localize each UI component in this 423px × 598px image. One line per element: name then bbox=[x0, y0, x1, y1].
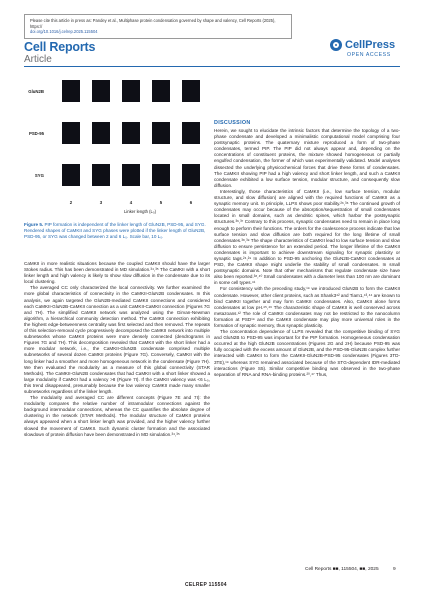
open-access-label: OPEN ACCESS bbox=[347, 52, 391, 58]
linker-tick-label: 4 bbox=[129, 200, 133, 205]
article-type: Article bbox=[24, 54, 52, 65]
citation-notice bbox=[24, 14, 292, 39]
condensate-cell bbox=[122, 80, 140, 102]
caption-text: PIP formation is independent of the linker length of GluN2B, PSD-95, and SYG. Rendered shapes of CaMKII and SYG phases were plotted if the linker length of GluN2B, PSD-95, or SYG was changed between 2 and 6 L₀. Scale bar, 10 L₀. bbox=[24, 222, 206, 240]
condensate-cell bbox=[92, 164, 110, 186]
condensate-cell bbox=[92, 122, 110, 144]
condensate-cell bbox=[62, 164, 80, 186]
condensate-cell bbox=[182, 80, 200, 102]
article-id: CELREP 115504 bbox=[185, 582, 227, 588]
figure-caption bbox=[24, 222, 210, 240]
linker-tick-label: 2 bbox=[69, 200, 73, 205]
linker-axis-label: Linker length (L₀) bbox=[124, 209, 156, 214]
condensate-cell bbox=[152, 122, 170, 144]
paragraph: CaMKII in more realistic situations because the coupled CaMKII should have the larger Stokes radius. This has been demonstrated in MD simulation.³⁴,³⁵ The CaMKII with a short linker length and high valency is likely to show slow diffusion in the condensate due to its local clustering. bbox=[24, 261, 210, 285]
paragraph: Interestingly, those characteristics of CaMKII (i.e., low surface tension, modular structure, and slow diffusion) are aligned with the required functions of CaMKII as a synaptic memory unit. In principle, LLPS shows poor stability.²⁶,³⁶ The continued growth of condensates may occur because of the absorption/sequestration of small condensates located in small domains, such as dendritic spines, which harbor the postsynaptic structures.³⁶,³⁷ Contrary to this process, synaptic condensates need to remain in place long enough to perform their functions. The orders for the coalescence process indicate that low surface tension and slow diffusion are both required for the long lifetime of small condensates.³⁸,³⁹ The shape characteristics of CaMKII lead to low surface tension and slow diffusion to ensure persistence for an extended period. The longer lifetime of the CaMKII condensates is important to achieve downstream signaling for synaptic plasticity or synaptic tags.²⁴,²⁹ In addition to PSD-95 anchoring the GluN2B-CaMKII condensates at PSD, the CaMKII shape might underlie the stability of small condensates. In small postsynaptic domains. Note that other mechanisms that regulate condensate size have also been reported.³⁸,⁴⁰ Small condensates with a diameter less than 100 nm are dominant in some cell types.⁴¹ bbox=[214, 188, 400, 286]
footer-citation: Cell Reports ■■, 115504, ■■, 2025 bbox=[305, 567, 379, 572]
cellpress-logo-icon bbox=[330, 39, 342, 51]
paragraph: The concentration dependence of LLPS revealed that the competitive binding of SYG and GluN2B to PSD-95 was important for the PIP formation. Homogeneous condensation occurred at the high GluN2B concentrations (Figures 2G and 2H) because PSD-95 was fully occupied with the excess amount of GluN2B, and the PSD-95-GluN2B complex further interacted with CaMKII to form the CaMKII-GluN2B-PSD-95 condensates (Figures 3TD-3TE),¹⁹ whereas SYG remained associated because of the STG-dependent IDR-mediated interactions (Figure S5). Similar competitive binding was observed in the two-phase separation of RNA and RNA-binding proteins.²⁰,⁴⁷ Thus, bbox=[214, 329, 400, 377]
condensate-cell bbox=[152, 80, 170, 102]
paragraph: The modularity and averaged CC are different concepts (Figure 7E and 7I): the modularity compares the relative number of intramodular connections against the background intermodular connections, whereas the CC quantifies the absolute degree of clustering in the network (STAR Methods). The modular structure of CaMKII proteins always appeared when a short linker length was provided, and the higher valency further slowed the movement of CaMKII. Such dynamic cluster formation and the associated slowdown of protein diffusion have been demonstrated in MD simulation.³⁴,³⁵ bbox=[24, 395, 210, 437]
condensate-cell bbox=[182, 164, 200, 186]
condensate-cell bbox=[122, 164, 140, 186]
caption-label: Figure 5. bbox=[24, 222, 44, 227]
publisher-logo bbox=[330, 39, 395, 51]
publisher-name: CellPress bbox=[345, 39, 396, 51]
header-rule bbox=[24, 66, 400, 67]
discussion-heading: DISCUSSION bbox=[214, 120, 251, 126]
paragraph: The averaged CC only characterized the local connectivity. We further examined the more global characteristics of connectivity in the CaMKII-GluN2B condensates. In this analysis, we again targeted the GluN2B-mediated CaMKII connections and considered each CaMKII-GluN2B-CaMKII connection as a unit CaMKII-CaMKII connection (Figures 7G and 7H). The simplified CaMKII network was analyzed using the Girvan-Newman algorithm, a hierarchical community detection method. The CaMKII connection exhibiting the highest edge-betweenness centrality was first selected and then removed. The repeats of this selection-removal cycle progressively decomposed the CaMKII network into multiple subnetworks whose CaMKII proteins were more densely connected (dendrograms in Figures 7G and 7H). This decomposition revealed that CaMKII with the short linker had a more modular network, i.e., the CaMKII-GluN2B condensate comprised multiple subnetworks of several dozen CaMKII proteins (Figure 7G). Conversely, CaMKII with the long linker had a smoother and more homogeneous network in the condensate (Figure 7H). We then evaluated the modularity as a measure of this global connectivity (STAR Methods). The CaMKII-GluN2B condensates that had CaMKII with a short linker showed a large modularity if CaMKII had a valency >8 (Figure 7I). If the CaMKII valency was <6 L₀, this trend disappeared, presumably because the low valency CaMKII made many smaller subnetworks regardless of the linker length. bbox=[24, 285, 210, 394]
linker-tick-label: 3 bbox=[99, 200, 103, 205]
linker-tick-label: 5 bbox=[159, 200, 163, 205]
left-column bbox=[24, 261, 210, 438]
right-column bbox=[214, 128, 400, 378]
page-number: 9 bbox=[393, 567, 396, 572]
linker-tick-label: 6 bbox=[189, 200, 193, 205]
condensate-cell bbox=[122, 122, 140, 144]
condensate-cell bbox=[92, 80, 110, 102]
condensate-cell bbox=[152, 164, 170, 186]
condensate-cell bbox=[182, 122, 200, 144]
row-label-glun2b: GluN2B bbox=[28, 89, 44, 94]
row-label-psd95: PSD-95 bbox=[28, 131, 44, 136]
journal-title: Cell Reports bbox=[24, 40, 96, 54]
condensate-cell bbox=[62, 122, 80, 144]
figure-5 bbox=[24, 70, 210, 220]
paragraph: For consistency with the preceding study,¹⁹ we introduced GluN2B to form the CaMKII condensate. However, other client proteins, such as Shank3⁴² and Tiam1,⁴³,⁴⁴ are known to bind CaMKII together and may form CaMKII condensates. Also, CaMKII alone forms condensates at low pH.⁴⁵,⁴⁶ The characteristic shape of CaMKII is well conserved across metazoans.¹² The role of CaMKII condensates may not be restricted to the nanocolumn formation at PSD¹⁹ and the CaMKII condensate may play more universal roles in the formation of synaptic memory, thus synaptic plasticity. bbox=[214, 286, 400, 328]
paragraph: Herein, we sought to elucidate the intrinsic factors that determine the topology of a two-phase condensate and developed a minimalistic computational model comprising four postsynaptic proteins. The quaternary mixture reproduced a form of two-phase condensates, termed PIP. The PIP did not always appear and, depending on the concentrations of constituent proteins, the mixture showed homogeneous or partially engulfed condensation, the former of which was experimentally validated. Model analyses dissected the underlying physicochemical forces that drive these forms of condensates. The CaMKII showing PIP had a high valency and short linker length, and such a CaMKII condensate exhibited a low surface tension, modular structure, and consequently slow diffusion. bbox=[214, 128, 400, 188]
condensate-cell bbox=[62, 80, 80, 102]
doi-link[interactable]: doi.org/10.1016/j.celrep.2025.115504 bbox=[30, 29, 98, 35]
citation-notice-doi[interactable] bbox=[30, 29, 286, 35]
row-label-syg: SYG bbox=[34, 173, 44, 178]
citation-notice-line-1: Please cite this article in press as: Pandey et al., Multiphase protein condensation governed by shape and valency, Cell Reports (2025), https:// bbox=[30, 18, 276, 29]
